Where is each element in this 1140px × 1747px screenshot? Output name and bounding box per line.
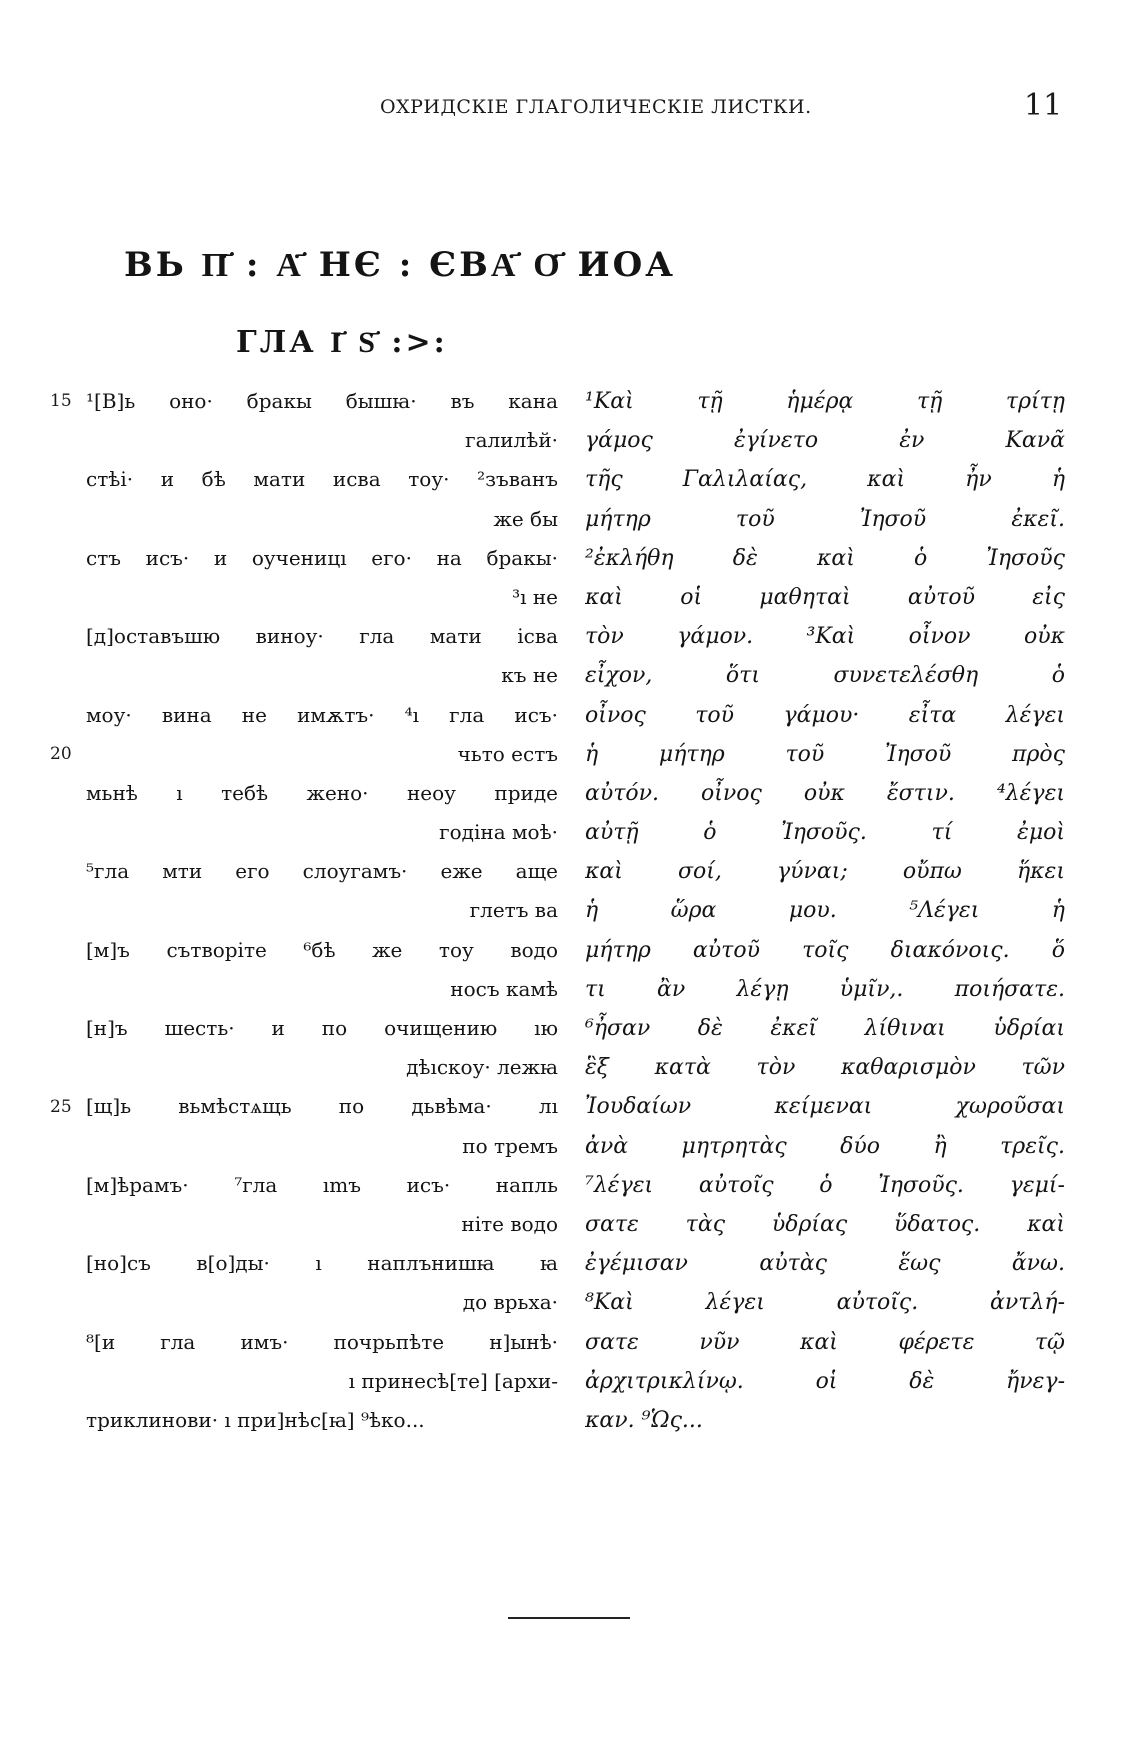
slavonic-line: годіна моѣ·: [439, 820, 558, 845]
line-number: 15: [50, 391, 72, 411]
line-number: 25: [50, 1096, 72, 1117]
title-line-2: ГЛА І҃ Ѕ҃ :>:: [236, 325, 448, 360]
greek-line: ἓξ κατὰ τὸν καθαρισμὸν τῶν: [585, 1055, 1065, 1081]
greek-line: αὐτῇ ὁ Ἰησοῦς. τί ἐμοὶ: [585, 820, 1065, 846]
greek-line: οἶνος τοῦ γάμου· εἶτα λέγει: [585, 702, 1065, 728]
slavonic-line: ³ı не: [512, 584, 558, 609]
slavonic-line: [д]оставъшю виноу· гла мати ісва: [86, 624, 558, 649]
greek-line: μήτηρ τοῦ Ἰησοῦ ἐκεῖ.: [585, 506, 1065, 532]
slavonic-line: чьто естъ: [457, 741, 558, 766]
title-line-1: ВЬ П҃ : А҃ НЄ : ЄВА҃ О҃ ИОА: [124, 245, 676, 285]
greek-line: ⁶ἦσαν δὲ ἐκεῖ λίθιναι ὑδρίαι: [585, 1016, 1065, 1041]
slavonic-line: стѣі· и бѣ мати исва тоу· ²зъванъ: [86, 467, 558, 492]
line-number: 20: [50, 743, 72, 764]
slavonic-line: [щ]ь вьмѣстѧщь по дьвѣма· лı: [86, 1094, 558, 1119]
slavonic-line: носъ камѣ: [450, 976, 558, 1001]
page-header: [0, 88, 1140, 128]
greek-line: καὶ σοί, γύναι; οὔπω ἥκει: [585, 859, 1065, 885]
slavonic-line: ⁵гла мти его слоугамъ· еже аще: [86, 859, 558, 884]
page-number: 11: [1024, 88, 1063, 123]
greek-line: τὸν γάμον. ³Καὶ οἶνον οὐκ: [585, 624, 1065, 650]
slavonic-line: [м]ъ сътворіте ⁶бѣ же тоу водо: [86, 937, 558, 962]
slavonic-line: [м]ѣрамъ· ⁷гла ımъ исъ· напль: [86, 1172, 558, 1197]
greek-line: ἀρχιτρικλίνῳ. οἱ δὲ ἤνεγ-: [585, 1368, 1065, 1394]
greek-line: σατε τὰς ὑδρίας ὕδατος. καὶ: [585, 1211, 1065, 1237]
slavonic-line: до врьха·: [462, 1290, 558, 1315]
slavonic-line: моу· вина не имѫтъ· ⁴ı гла исъ·: [86, 702, 558, 727]
greek-line: ⁷λέγει αὐτοῖς ὁ Ἰησοῦς. γεμί-: [585, 1172, 1065, 1198]
greek-line: ἡ ὥρα μου. ⁵Λέγει ἡ: [585, 898, 1065, 924]
greek-line: ⁸Καὶ λέγει αὐτοῖς. ἀντλή-: [585, 1290, 1065, 1316]
slavonic-line: ніте водо: [461, 1211, 558, 1236]
greek-line: αὐτόν. οἶνος οὐκ ἔστιν. ⁴λέγει: [585, 780, 1065, 806]
greek-column: [585, 382, 1065, 1440]
slavonic-line: ⁸[и гла имъ· почрьпѣте н]ынѣ·: [86, 1329, 558, 1354]
greek-line: ἀνὰ μητρητὰς δύο ἢ τρεῖς.: [585, 1133, 1065, 1159]
slavonic-line: къ не: [501, 663, 558, 688]
greek-line: ¹Καὶ τῇ ἡμέρᾳ τῇ τρίτῃ: [585, 389, 1065, 414]
greek-line: Ἰουδαίων κείμεναι χωροῦσαι: [585, 1094, 1065, 1120]
greek-line: εἶχον, ὅτι συνετελέσθη ὁ: [585, 663, 1065, 689]
greek-line: τῆς Γαλιλαίας, καὶ ἦν ἡ: [585, 467, 1065, 493]
slavonic-line: глетъ ва: [469, 898, 558, 923]
slavonic-line: ı принесѣ[те] [архи-: [348, 1368, 558, 1393]
greek-line: ²ἐκλήθη δὲ καὶ ὁ Ἰησοῦς: [585, 545, 1065, 571]
running-head: ОХРИДСКІЕ ГЛАГОЛИЧЕСКІЕ ЛИСТКИ.: [380, 96, 812, 118]
slavonic-line: мьнѣ ı тебѣ жено· неоу приде: [86, 780, 558, 805]
greek-line: τι ἂν λέγῃ ὑμῖν,. ποιήσατε.: [585, 976, 1065, 1002]
greek-line: σατε νῦν καὶ φέρετε τῷ: [585, 1329, 1065, 1355]
slavonic-line: [н]ъ шесть· и по очищению ıю: [86, 1016, 558, 1040]
greek-line: καὶ οἱ μαθηταὶ αὐτοῦ εἰς: [585, 584, 1065, 610]
slavonic-line: галилѣй·: [465, 428, 558, 453]
greek-line: μήτηρ αὐτοῦ τοῖς διακόνοις. ὅ: [585, 937, 1065, 963]
slavonic-line: дѣıскоу· лежꙗ: [406, 1055, 558, 1080]
slavonic-column: [86, 382, 558, 1440]
slavonic-line: ¹[В]ь оно· бракы бышꙗ· въ кана: [86, 389, 558, 413]
greek-line: ἡ μήτηρ τοῦ Ἰησοῦ πρὸς: [585, 741, 1065, 767]
slavonic-line: [но]съ в[о]ды· ı наплънишꙗ ꙗ: [86, 1251, 558, 1276]
slavonic-line: же бы: [493, 506, 558, 531]
greek-line: καν. ⁹Ὡς...: [585, 1407, 703, 1433]
slavonic-line: стъ исъ· и оученицı его· на бракы·: [86, 545, 558, 570]
slavonic-line: триклинови· ı при]нѣс[ꙗ] ⁹ѣко...: [86, 1407, 425, 1432]
greek-line: ἐγέμισαν αὐτὰς ἕως ἄνω.: [585, 1251, 1065, 1277]
footer-rule: [508, 1617, 630, 1619]
slavonic-line: по тремъ: [462, 1133, 558, 1158]
greek-line: γάμος ἐγίνετο ἐν Κανᾶ: [585, 428, 1065, 454]
